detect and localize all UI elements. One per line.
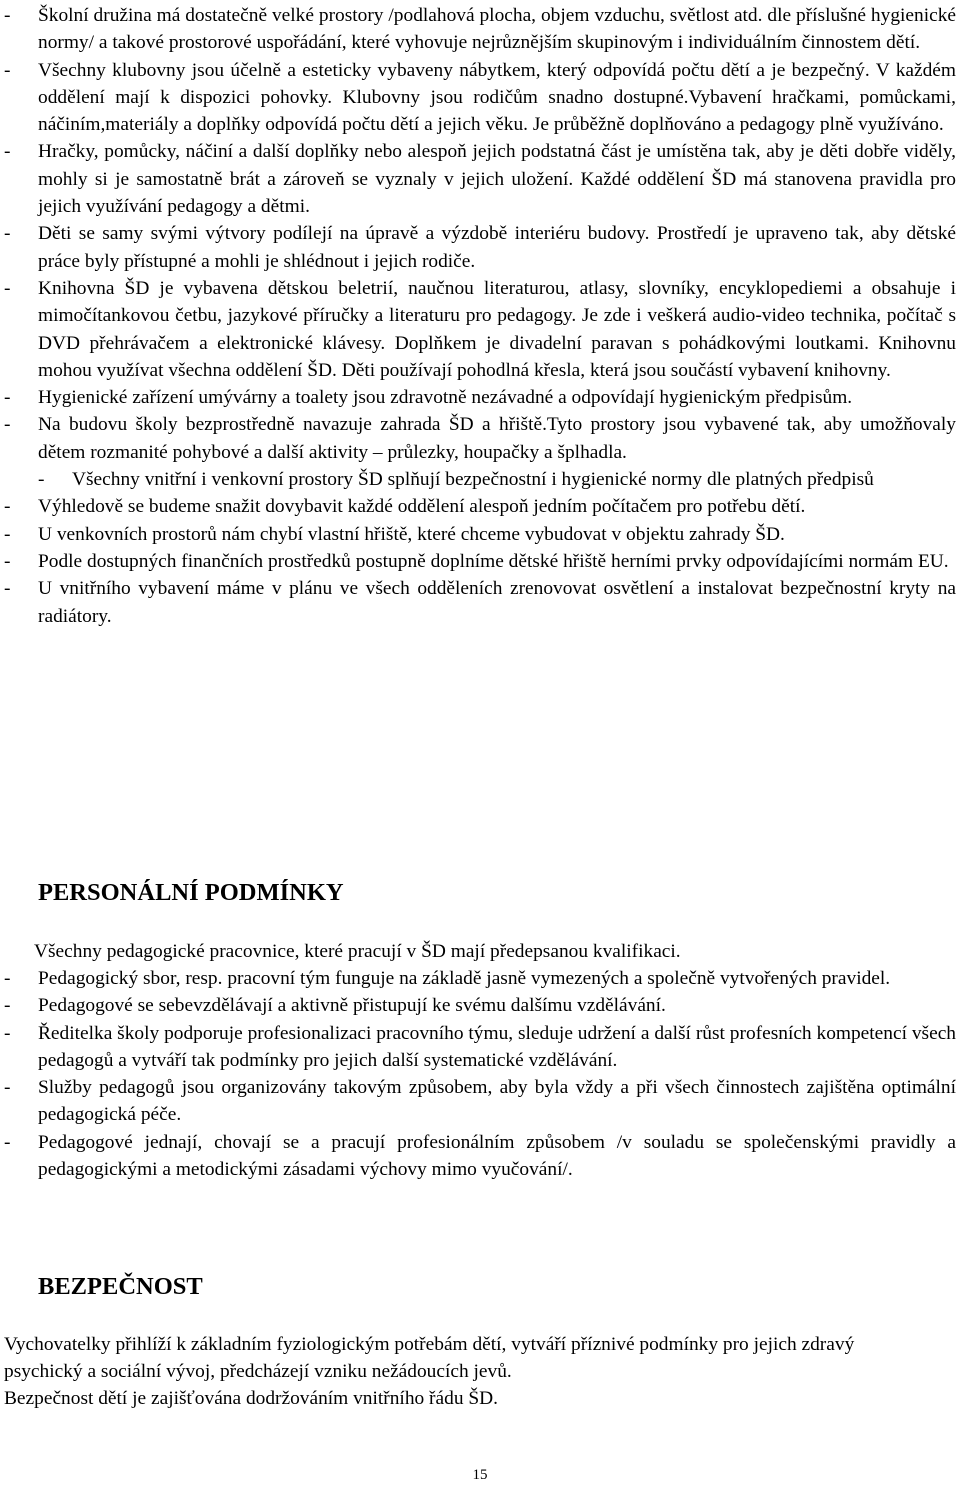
list-item-text: Knihovna ŠD je vybavena dětskou beletrií, naučnou literaturou, atlasy, slovníky, encyklopediemi a obsahuje i mimočítankovou četbu, jazykové příručky a literaturu pro pedagogy. Je zde i veškerá audio-video technika, počítač s DVD přehrávačem a elektronické klávesy. Doplňkem je divadelní paravan s pohádkovými loutkami. Knihovnu mohou využívat všechna oddělení ŠD. Děti používají pohodlná křesla, která jsou součástí vybavení knihovny. xyxy=(38,277,956,381)
list-item xyxy=(0,493,960,520)
list-item xyxy=(0,521,960,548)
list-bullet: - xyxy=(4,968,11,989)
list-item xyxy=(0,138,960,220)
list-bullet: - xyxy=(4,1077,11,1099)
list-item xyxy=(0,575,960,630)
list-item xyxy=(0,965,960,992)
list-item-text: Hračky, pomůcky, náčiní a další doplňky nebo alespoň jejich podstatná část je umístěna tak, aby je děti dobře viděly, mohly si je samostatně brát a zároveň se vyznaly v jejich uložení. Každé oddělení ŠD má stanovena pravidla pro jejich využívání pedagogy a dětmi. xyxy=(38,141,956,218)
list-item xyxy=(0,1129,960,1184)
list-item-text: Pedagogický sbor, resp. pracovní tým funguje na základě jasně vymezených a společně vytvořených pravidel. xyxy=(38,968,891,989)
list-item-text: Výhledově se budeme snažit dovybavit každé oddělení alespoň jedním počítačem pro potřebu dětí. xyxy=(38,496,806,518)
list-bullet: - xyxy=(4,995,11,1017)
list-item xyxy=(0,2,960,57)
list-item xyxy=(0,1074,960,1129)
page-number: 15 xyxy=(472,1467,488,1483)
list-item-text: Školní družina má dostatečně velké prostory /podlahová plocha, objem vzduchu, světlost atd. dle příslušné hygienické normy/ a takové prostorové uspořádání, které vyhovuje nejrůznějším skupinovým i individuálním činnostem dětí. xyxy=(38,5,956,54)
safety-paragraph-2: Bezpečnost dětí je zajišťována dodržováním vnitřního řádu ŠD. xyxy=(4,1388,498,1409)
list-bullet: - xyxy=(4,5,11,26)
equipment-list xyxy=(0,2,960,630)
list-item-text: Pedagogové se sebevzdělávají a aktivně přistupují ke svému dalšímu vzdělávání. xyxy=(38,995,666,1017)
list-item-text: U venkovních prostorů nám chybí vlastní hřiště, které chceme vybudovat v objektu zahrady ŠD. xyxy=(38,523,785,545)
list-item xyxy=(0,548,960,575)
list-bullet: - xyxy=(4,496,11,518)
list-item-text: Ředitelka školy podporuje profesionalizaci pracovního týmu, sleduje udržení a další růst profesních kompetencí všech pedagogů a vytváří tak podmínky pro jejich další systematické vzdělávání. xyxy=(38,1022,956,1071)
list-item-text: Na budovu školy bezprostředně navazuje zahrada ŠD a hřiště.Tyto prostory jsou vybavené tak, aby umožňovaly dětem rozmanité pohybové a další aktivity – průlezky, houpačky a šplhadla. xyxy=(38,414,956,463)
list-bullet: - xyxy=(4,1022,11,1044)
list-bullet: - xyxy=(4,550,11,572)
list-item-text: Služby pedagogů jsou organizovány takovým způsobem, aby byla vždy a při všech činnostech zajištěna optimální pedagogická péče. xyxy=(38,1077,956,1126)
list-item xyxy=(0,220,960,275)
list-item xyxy=(0,1020,960,1075)
list-bullet: - xyxy=(4,414,11,436)
list-item-text: Hygienické zařízení umývárny a toalety jsou zdravotně nezávadné a odpovídají hygienickým předpisům. xyxy=(38,387,853,409)
list-item-text: U vnitřního vybavení máme v plánu ve všech odděleních zrenovovat osvětlení a instalovat bezpečnostní kryty na radiátory. xyxy=(38,578,956,627)
list-item xyxy=(0,57,960,139)
safety-paragraph-1: Vychovatelky přihlíží k základním fyziologickým potřebám dětí, vytváří příznivé podmínky pro jejich zdravý psychický a sociální vývoj, předcházejí vzniku nežádoucích jevů. xyxy=(4,1334,855,1383)
list-item xyxy=(0,411,960,466)
list-bullet: - xyxy=(4,387,11,409)
list-bullet: - xyxy=(4,59,11,81)
list-item xyxy=(0,992,960,1019)
list-item-text: Všechny vnitřní i venkovní prostory ŠD splňují bezpečnostní i hygienické normy dle platných předpisů xyxy=(72,469,874,491)
list-bullet: - xyxy=(4,277,11,299)
list-item xyxy=(0,275,960,384)
personal-list xyxy=(0,965,960,1183)
list-item-text: Pedagogové jednají, chovají se a pracují profesionálním způsobem /v souladu se společenskými pravidly a pedagogickými a metodickými zásadami výchovy mimo vyučování/. xyxy=(38,1131,956,1181)
list-item-text: Děti se samy svými výtvory podílejí na úpravě a výzdobě interiéru budovy. Prostředí je upraveno tak, aby dětské práce byly přístupné a mohli je shlédnout i jejich rodiče. xyxy=(38,223,956,272)
section-heading-safety: BEZPEČNOST xyxy=(38,1273,203,1300)
list-item xyxy=(0,384,960,411)
list-bullet: - xyxy=(4,223,11,245)
list-bullet: - xyxy=(4,141,11,163)
section-heading-personal: PERSONÁLNÍ PODMÍNKY xyxy=(38,879,344,906)
list-bullet: - xyxy=(38,469,45,491)
list-item-text: Podle dostupných finančních prostředků postupně doplníme dětské hřiště herními prvky odpovídajícími normám EU. xyxy=(38,550,949,572)
personal-intro: Všechny pedagogické pracovnice, které pracují v ŠD mají předepsanou kvalifikaci. xyxy=(34,941,681,962)
list-bullet: - xyxy=(4,523,11,545)
list-bullet: - xyxy=(4,1131,11,1153)
list-item-text: Všechny klubovny jsou účelně a esteticky vybaveny nábytkem, který odpovídá počtu dětí a je bezpečný. V každém oddělení mají k dispozici pohovky. Klubovny jsou rodičům snadno dostupné.Vybavení hračkami, pomůckami, náčiním,materiály a doplňky odpovídá počtu dětí a jejich věku. Je průběžně doplňováno a pedagogy plně využíváno. xyxy=(38,59,956,136)
nested-list-item xyxy=(0,466,960,493)
list-bullet: - xyxy=(4,578,11,600)
